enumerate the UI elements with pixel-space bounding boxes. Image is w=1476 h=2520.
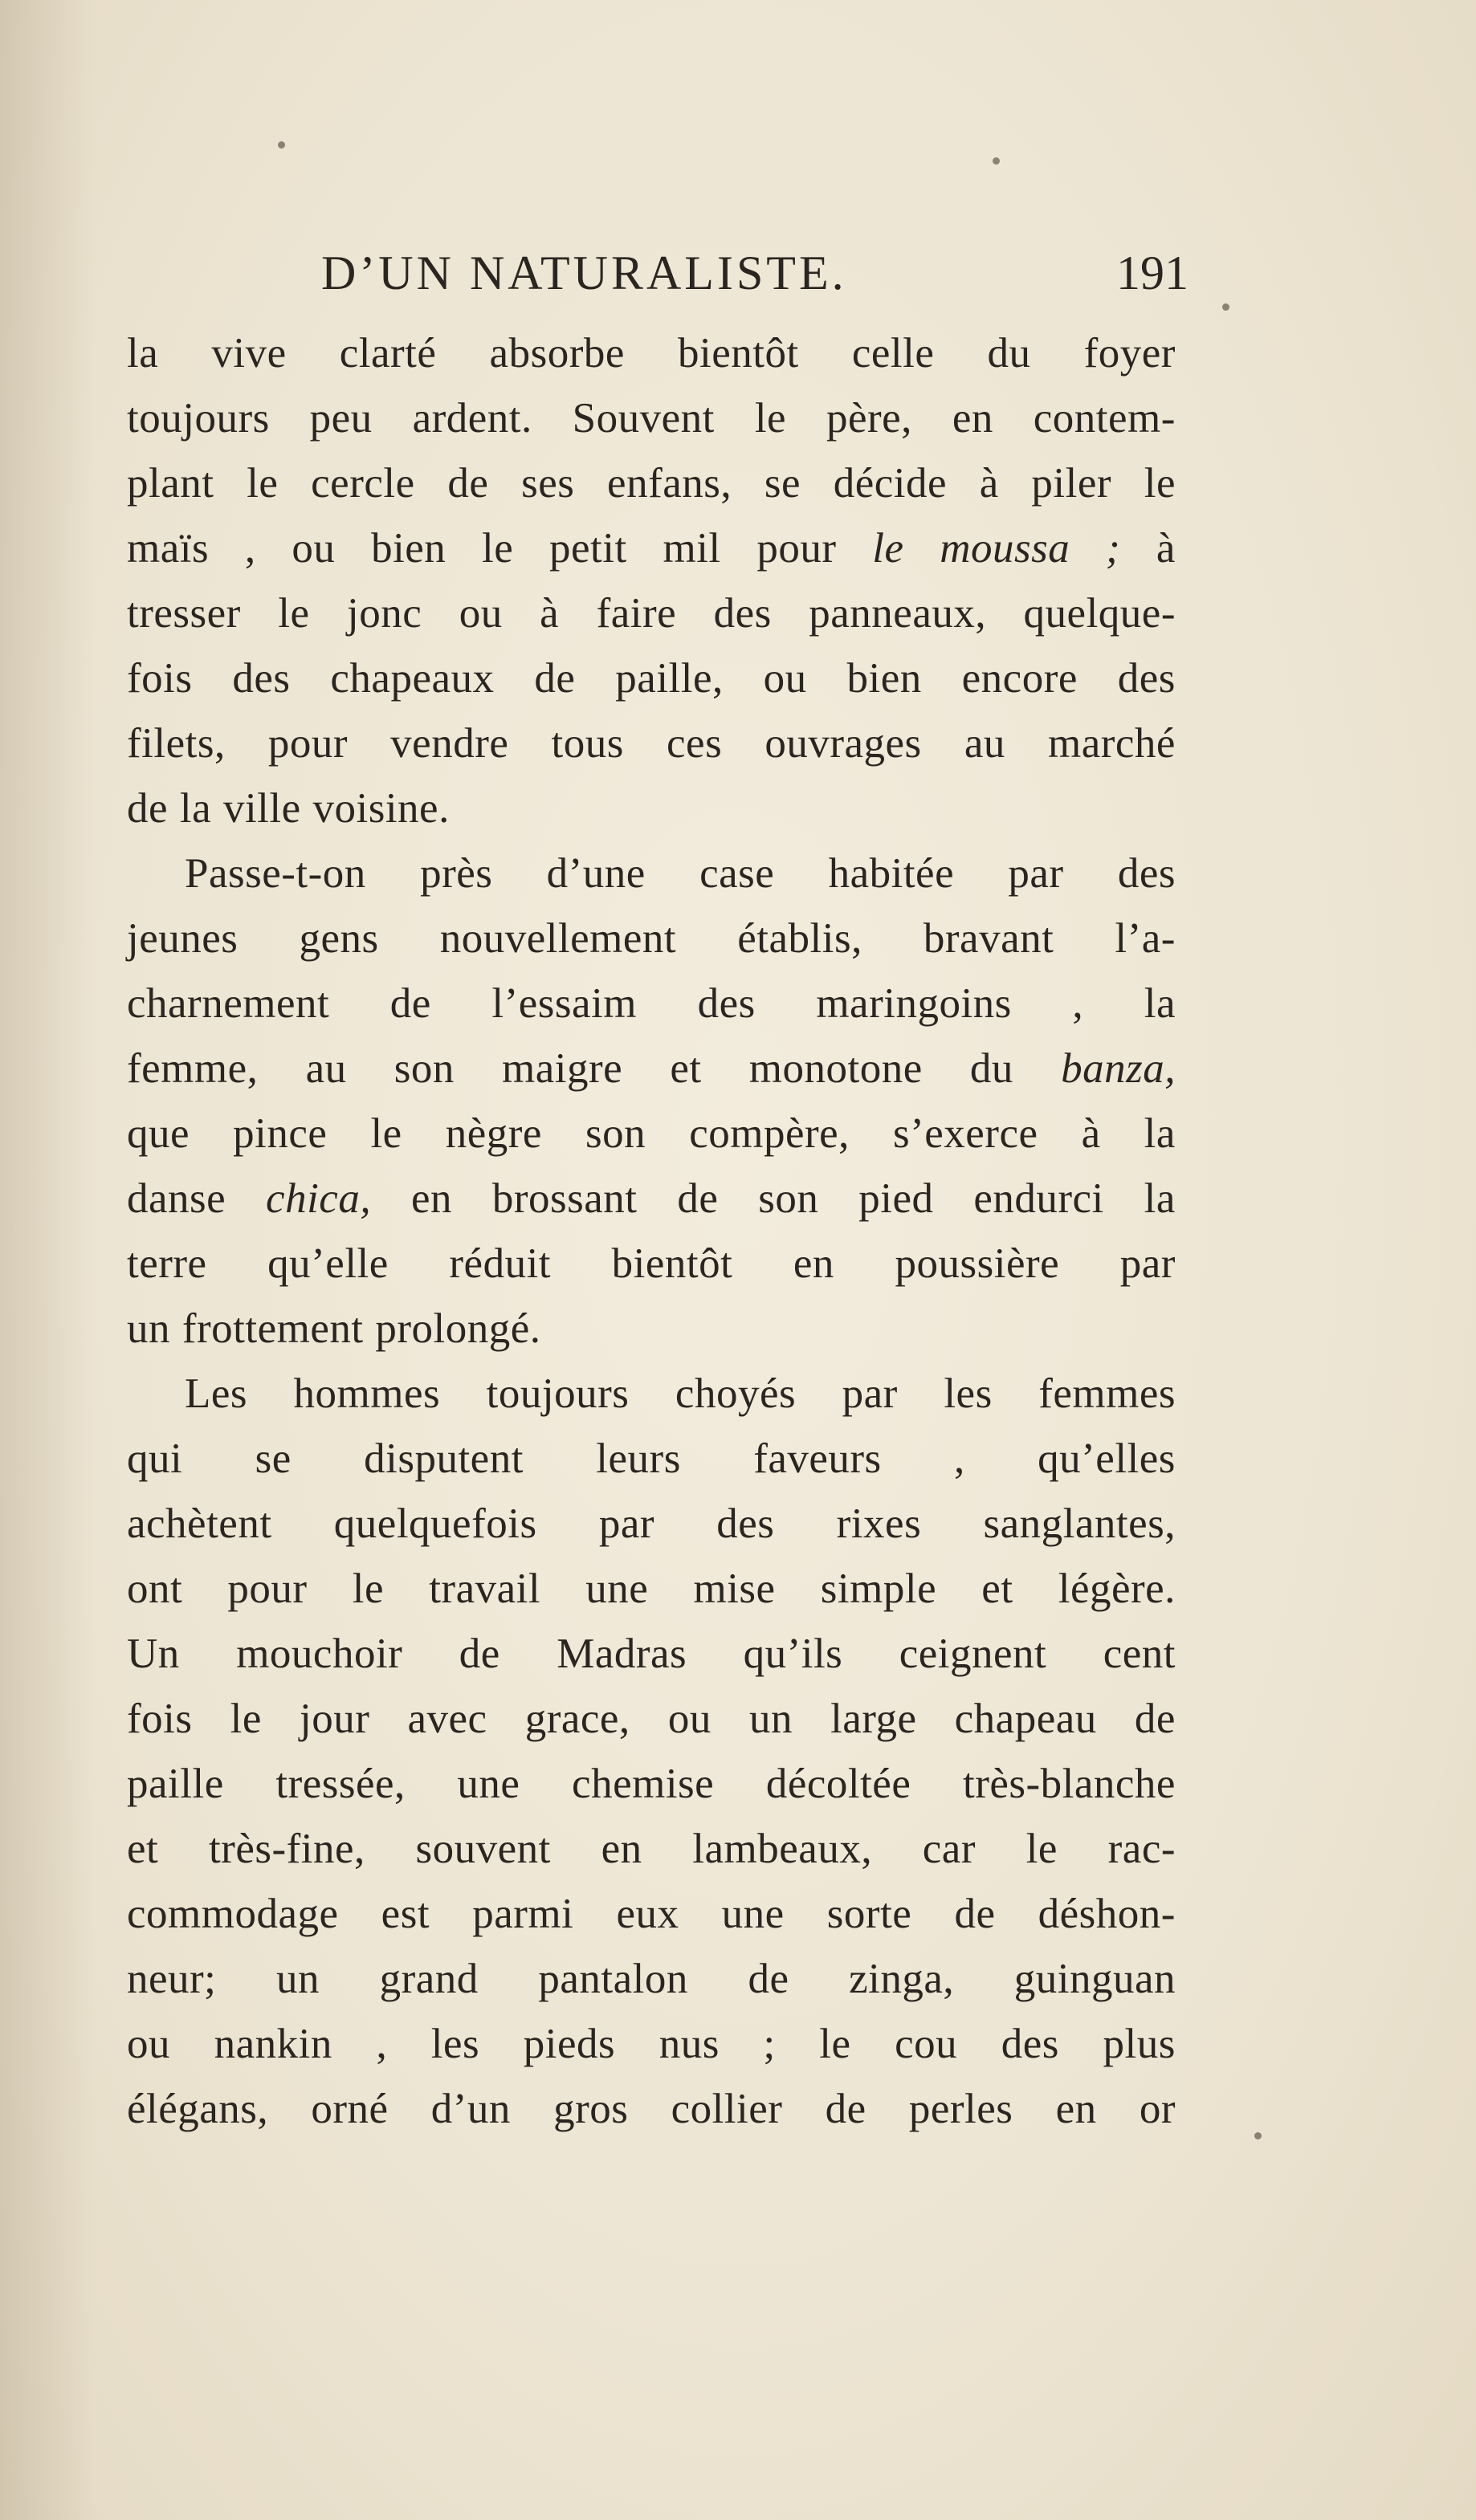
word: le <box>482 525 514 572</box>
word: à <box>1156 525 1176 572</box>
word: établis, <box>737 915 862 962</box>
word: décoltée <box>765 1761 911 1807</box>
word: des <box>1001 2021 1059 2067</box>
word: ou <box>763 655 807 702</box>
text-line <box>127 516 1176 581</box>
word: Passe-t-on <box>185 850 366 897</box>
word: légère. <box>1058 1565 1176 1612</box>
word: est <box>381 1891 430 1937</box>
word: à <box>1081 1110 1101 1157</box>
word: toujours <box>127 395 270 442</box>
word: maigre <box>502 1045 623 1092</box>
text-line <box>127 1101 1176 1166</box>
word: brossant <box>491 1175 638 1222</box>
word: absorbe <box>489 330 625 377</box>
text-line <box>127 646 1176 711</box>
word: Madras <box>557 1630 687 1677</box>
word: parmi <box>472 1891 574 1937</box>
word: or <box>1139 2086 1176 2132</box>
word: Souvent <box>572 395 715 442</box>
text-line <box>127 1036 1176 1101</box>
word: leurs <box>596 1435 681 1482</box>
running-head-title: D’UN NATURALISTE. <box>321 246 847 299</box>
word: qu’elle <box>267 1240 389 1287</box>
word: ces <box>667 720 723 767</box>
word: ou <box>127 2021 170 2067</box>
text-line <box>127 321 1176 386</box>
word: pince <box>233 1110 328 1157</box>
ink-speck <box>1222 303 1229 311</box>
word: du <box>987 330 1031 377</box>
word: de <box>389 980 431 1027</box>
word: qui <box>127 1435 183 1482</box>
text-line <box>127 1622 1176 1687</box>
word: vendre <box>390 720 509 767</box>
italic-word: chica, <box>266 1175 372 1222</box>
word: que <box>127 1110 190 1157</box>
page-number: 191 <box>1116 246 1189 299</box>
word: rixes <box>836 1500 922 1547</box>
word: quelque- <box>1023 590 1176 637</box>
word: femmes <box>1038 1370 1176 1417</box>
word: des <box>713 590 772 637</box>
word: décide <box>833 460 947 507</box>
word: se <box>255 1435 292 1482</box>
word: et <box>127 1826 159 1872</box>
word: fois <box>127 1696 193 1742</box>
word: ceignent <box>899 1630 1047 1677</box>
text-line <box>127 2077 1176 2142</box>
word: bien <box>846 655 922 702</box>
word: frottement <box>181 1305 364 1352</box>
word: de <box>1134 1696 1176 1742</box>
word: charnement <box>127 980 330 1027</box>
word: simple <box>820 1565 937 1612</box>
word: ou <box>667 1696 711 1742</box>
word: son <box>758 1175 819 1222</box>
word: achètent <box>127 1500 272 1547</box>
word: de <box>954 1891 996 1937</box>
word: pour <box>756 525 837 572</box>
word: des <box>1117 850 1176 897</box>
word: lambeaux, <box>692 1826 873 1872</box>
word: par <box>842 1370 898 1417</box>
text-line <box>127 386 1176 451</box>
word: ses <box>521 460 575 507</box>
word: danse <box>127 1175 226 1222</box>
word: en <box>793 1240 834 1287</box>
word: ouvrages <box>765 720 922 767</box>
word: maringoins <box>816 980 1012 1027</box>
word: travail <box>429 1565 541 1612</box>
word: bientôt <box>611 1240 733 1287</box>
word: encore <box>961 655 1078 702</box>
word: guinguan <box>1013 1956 1176 2002</box>
italic-word: moussa <box>940 525 1070 572</box>
text-line <box>127 1492 1176 1557</box>
word: cercle <box>311 460 415 507</box>
text-line <box>127 1557 1176 1622</box>
word: cent <box>1103 1630 1176 1677</box>
word: disputent <box>364 1435 524 1482</box>
word: souvent <box>415 1826 551 1872</box>
word: celle <box>851 330 935 377</box>
ink-speck <box>993 157 1000 165</box>
word: un <box>276 1956 320 2002</box>
italic-word: le <box>872 525 904 572</box>
word: le <box>370 1110 402 1157</box>
word: l’a- <box>1115 915 1176 962</box>
word: prolongé. <box>375 1305 541 1352</box>
word: monotone <box>748 1045 923 1092</box>
word: en <box>952 395 993 442</box>
word: le <box>819 2021 851 2067</box>
word: du <box>969 1045 1013 1092</box>
word: qu’ils <box>743 1630 843 1677</box>
word: élégans, <box>127 2086 269 2132</box>
word: enfans, <box>607 460 732 507</box>
word: poussière <box>895 1240 1060 1287</box>
word: voisine. <box>312 785 450 832</box>
text-line <box>127 581 1176 646</box>
word: mil <box>663 525 721 572</box>
word: ou <box>459 590 503 637</box>
word: fois <box>127 655 193 702</box>
word: jour <box>300 1696 370 1742</box>
word: d’une <box>546 850 646 897</box>
word: , <box>1072 980 1084 1027</box>
word: près <box>420 850 493 897</box>
text-line <box>127 1687 1176 1752</box>
word: mouchoir <box>236 1630 403 1677</box>
word: Les <box>185 1370 248 1417</box>
word: au <box>964 720 1005 767</box>
word: plant <box>127 460 214 507</box>
word: des <box>232 655 291 702</box>
word: le <box>1144 460 1176 507</box>
word: et <box>670 1045 702 1092</box>
word: marché <box>1047 720 1176 767</box>
word: très-fine, <box>208 1826 365 1872</box>
word: gros <box>553 2086 629 2132</box>
word: car <box>922 1826 976 1872</box>
italic-word: ; <box>1106 525 1121 572</box>
text-line <box>127 906 1176 971</box>
word: l’essaim <box>491 980 638 1027</box>
word: ville <box>222 785 301 832</box>
word: foyer <box>1083 330 1176 377</box>
word: déshon- <box>1038 1891 1176 1937</box>
word: de <box>127 785 169 832</box>
word: bientôt <box>678 330 799 377</box>
word: le <box>754 395 787 442</box>
word: collier <box>671 2086 783 2132</box>
word: qu’elles <box>1038 1435 1176 1482</box>
text-line <box>127 971 1176 1036</box>
word: orné <box>311 2086 389 2132</box>
word: pour <box>227 1565 308 1612</box>
word: une <box>721 1891 785 1937</box>
word: , <box>376 2021 388 2067</box>
word: la <box>179 785 212 832</box>
word: Un <box>127 1630 180 1677</box>
word: ou <box>292 525 336 572</box>
italic-word: banza, <box>1061 1045 1176 1092</box>
word: ; <box>763 2021 776 2067</box>
word: de <box>447 460 489 507</box>
word: chapeau <box>954 1696 1097 1742</box>
word: tressée, <box>275 1761 406 1807</box>
word: le <box>278 590 310 637</box>
word: bien <box>371 525 446 572</box>
word: la <box>127 330 159 377</box>
word: le <box>247 460 279 507</box>
word: contem- <box>1033 395 1176 442</box>
word: pour <box>267 720 349 767</box>
text-line <box>127 1297 1176 1362</box>
word: filets, <box>127 720 226 767</box>
word: peu <box>309 395 373 442</box>
word: bravant <box>923 915 1054 962</box>
word: chemise <box>572 1761 715 1807</box>
word: ardent. <box>412 395 532 442</box>
word: de <box>825 2086 866 2132</box>
word: le <box>1025 1826 1058 1872</box>
word: des <box>697 980 756 1027</box>
word: son <box>585 1110 646 1157</box>
word: paille <box>127 1761 224 1807</box>
word: eux <box>616 1891 679 1937</box>
word: quelquefois <box>333 1500 537 1547</box>
word: d’un <box>430 2086 511 2132</box>
word: cou <box>895 2021 958 2067</box>
text-line <box>127 1752 1176 1817</box>
word: commodage <box>127 1891 339 1937</box>
word: grand <box>379 1956 479 2002</box>
word: des <box>1117 655 1176 702</box>
word: le <box>230 1696 262 1742</box>
word: , <box>244 525 256 572</box>
word: petit <box>549 525 627 572</box>
word: une <box>457 1761 520 1807</box>
word: ont <box>127 1565 183 1612</box>
ink-speck <box>1254 2132 1262 2139</box>
word: faire <box>596 590 677 637</box>
word: pantalon <box>538 1956 688 2002</box>
word: de <box>534 655 576 702</box>
text-line <box>127 1427 1176 1492</box>
word: nankin <box>214 2021 332 2067</box>
text-line <box>127 1166 1176 1232</box>
word: jeunes <box>127 915 239 962</box>
word: en <box>601 1826 642 1872</box>
word: s’exerce <box>892 1110 1038 1157</box>
word: tous <box>551 720 624 767</box>
word: au <box>305 1045 347 1092</box>
word: sorte <box>826 1891 912 1937</box>
word: panneaux, <box>809 590 987 637</box>
word: tresser <box>127 590 241 637</box>
word: compère, <box>689 1110 850 1157</box>
word: clarté <box>339 330 437 377</box>
word: habitée <box>828 850 955 897</box>
word: la <box>1144 980 1176 1027</box>
word: sanglantes, <box>983 1500 1176 1547</box>
word: nègre <box>445 1110 542 1157</box>
word: son <box>393 1045 455 1092</box>
word: nus <box>658 2021 720 2067</box>
word: avec <box>407 1696 487 1742</box>
word: gens <box>299 915 379 962</box>
word: femme, <box>127 1045 259 1092</box>
word: par <box>1119 1240 1176 1287</box>
word: très-blanche <box>962 1761 1176 1807</box>
word: pieds <box>523 2021 616 2067</box>
word: père, <box>826 395 912 442</box>
word: , <box>954 1435 965 1482</box>
word: case <box>699 850 775 897</box>
text-line <box>127 711 1176 776</box>
word: réduit <box>449 1240 552 1287</box>
text-line <box>127 841 1176 906</box>
text-line <box>127 1817 1176 1882</box>
text-line <box>127 451 1176 516</box>
text-line <box>127 1362 1176 1427</box>
word: la <box>1144 1175 1176 1222</box>
word: à <box>979 460 999 507</box>
word: large <box>830 1696 917 1742</box>
word: les <box>430 2021 480 2067</box>
word: de <box>677 1175 719 1222</box>
word: plus <box>1103 2021 1176 2067</box>
word: chapeaux <box>330 655 495 702</box>
word: rac- <box>1107 1826 1176 1872</box>
word: une <box>585 1565 649 1612</box>
word: en <box>410 1175 452 1222</box>
page-fold-shadow <box>0 0 96 2520</box>
text-line <box>127 1947 1176 2012</box>
word: se <box>764 460 801 507</box>
word: perles <box>908 2086 1013 2132</box>
running-head <box>321 241 1189 305</box>
word: piler <box>1031 460 1112 507</box>
ink-speck <box>278 141 285 149</box>
word: grace, <box>524 1696 630 1742</box>
word: endurci <box>973 1175 1104 1222</box>
word: zinga, <box>849 1956 955 2002</box>
word: et <box>981 1565 1013 1612</box>
word: vive <box>211 330 287 377</box>
text-line <box>127 1232 1176 1297</box>
word: paille, <box>615 655 724 702</box>
word: nouvellement <box>439 915 677 962</box>
word: mise <box>693 1565 776 1612</box>
body-text <box>127 321 1176 2142</box>
word: terre <box>127 1240 207 1287</box>
word: de <box>748 1956 789 2002</box>
word: de <box>459 1630 500 1677</box>
word: hommes <box>293 1370 441 1417</box>
text-line <box>127 776 1176 841</box>
word: un <box>748 1696 793 1742</box>
word: faveurs <box>753 1435 882 1482</box>
text-line <box>127 2012 1176 2077</box>
text-line <box>127 1882 1176 1947</box>
word: la <box>1144 1110 1176 1157</box>
word: par <box>1008 850 1064 897</box>
word: un <box>127 1305 170 1352</box>
word: toujours <box>486 1370 630 1417</box>
word: choyés <box>675 1370 797 1417</box>
word: en <box>1055 2086 1097 2132</box>
word: les <box>944 1370 993 1417</box>
word: le <box>352 1565 385 1612</box>
word: des <box>716 1500 775 1547</box>
word: maïs <box>127 525 210 572</box>
word: par <box>598 1500 655 1547</box>
word: jonc <box>346 590 422 637</box>
word: à <box>540 590 560 637</box>
word: pied <box>858 1175 934 1222</box>
word: neur; <box>127 1956 217 2002</box>
